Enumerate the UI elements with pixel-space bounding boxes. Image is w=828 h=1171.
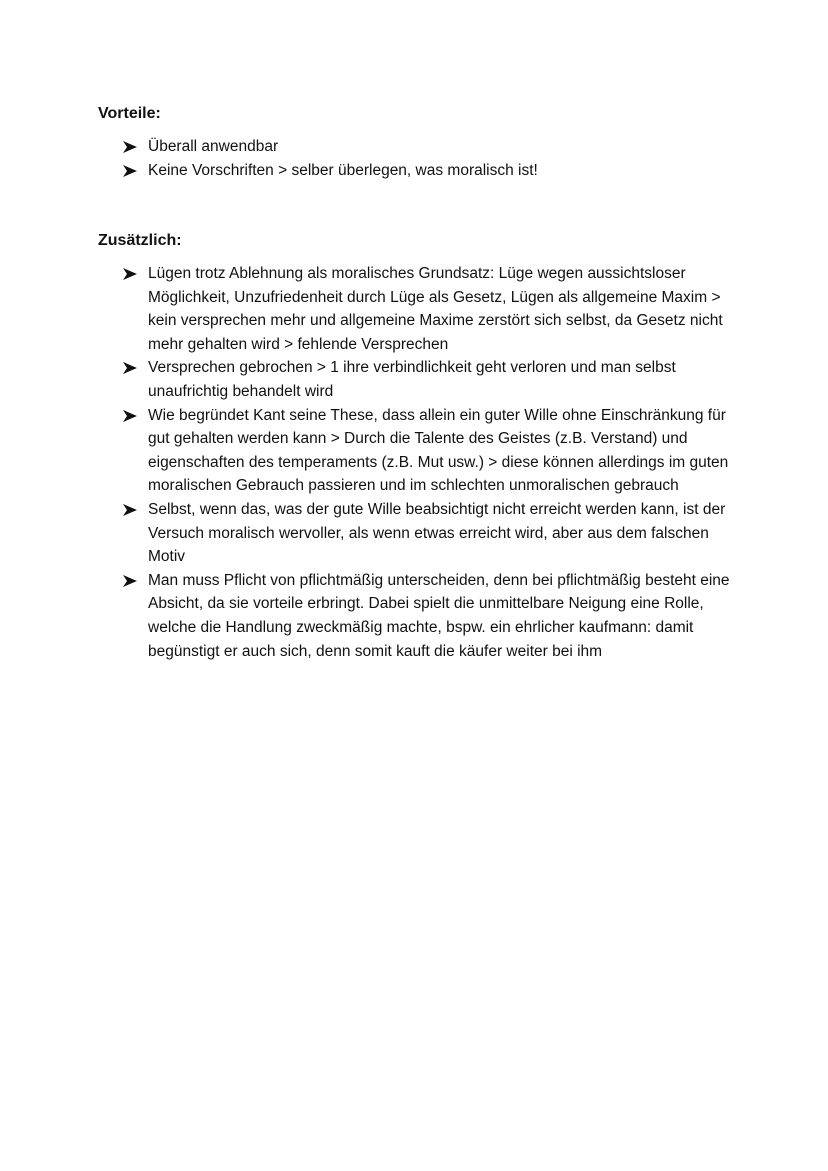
- list-item-text: Lügen trotz Ablehnung als moralisches Grundsatz: Lüge wegen aussichtsloser Möglichkeit, Unzufriedenheit durch Lüge als Gesetz, Lügen als allgemeine Maxim > kein versprechen mehr und allgemeine Maxime zerstört sich selbst, da Gesetz nicht mehr gehalten wird > fehlende Versprechen: [148, 265, 723, 353]
- arrow-bullet-icon: [122, 409, 138, 423]
- list-item: [122, 262, 742, 356]
- list-item-text: Versprechen gebrochen > 1 ihre verbindlichkeit geht verloren und man selbst unaufrichtig behandelt wird: [148, 359, 676, 400]
- list-item: [122, 159, 742, 183]
- arrow-bullet-icon: [122, 164, 138, 178]
- arrow-bullet-icon: [122, 267, 138, 281]
- arrow-bullet-icon: [122, 140, 138, 154]
- heading-vorteile: Vorteile:: [98, 105, 161, 122]
- heading-zusaetzlich: Zusätzlich:: [98, 232, 182, 249]
- vorteile-list: [122, 135, 742, 182]
- list-item: [122, 498, 742, 569]
- zusaetzlich-list: [122, 262, 742, 663]
- list-item: [122, 569, 742, 663]
- list-item: [122, 356, 742, 403]
- list-item-text: Wie begründet Kant seine These, dass allein ein guter Wille ohne Einschränkung für gut gehalten werden kann > Durch die Talente des Geistes (z.B. Verstand) und eigenschaften des temperaments (z.B. Mut usw.) > diese können allerdings im guten moralischen Gebrauch passieren und im schlechten unmoralischen gebrauch: [148, 406, 729, 495]
- list-item: [122, 404, 742, 498]
- list-item-text: Selbst, wenn das, was der gute Wille beabsichtigt nicht erreicht werden kann, ist der Versuch moralisch wervoller, als wenn etwas erreicht wird, aber aus dem falschen Motiv: [148, 500, 726, 566]
- list-item: [122, 135, 742, 159]
- arrow-bullet-icon: [122, 503, 138, 517]
- list-item-text: Überall anwendbar: [148, 138, 279, 155]
- arrow-bullet-icon: [122, 574, 138, 588]
- arrow-bullet-icon: [122, 361, 138, 375]
- list-item-text: Man muss Pflicht von pflichtmäßig unterscheiden, denn bei pflichtmäßig besteht eine Absicht, da sie vorteile erbringt. Dabei spielt die unmittelbare Neigung eine Rolle, welche die Handlung zweckmäßig machte, bspw. ein ehrlicher kaufmann: damit begünstigt er auch sich, denn somit kauft die käufer weiter bei ihm: [148, 571, 730, 660]
- list-item-text: Keine Vorschriften > selber überlegen, was moralisch ist!: [148, 161, 538, 179]
